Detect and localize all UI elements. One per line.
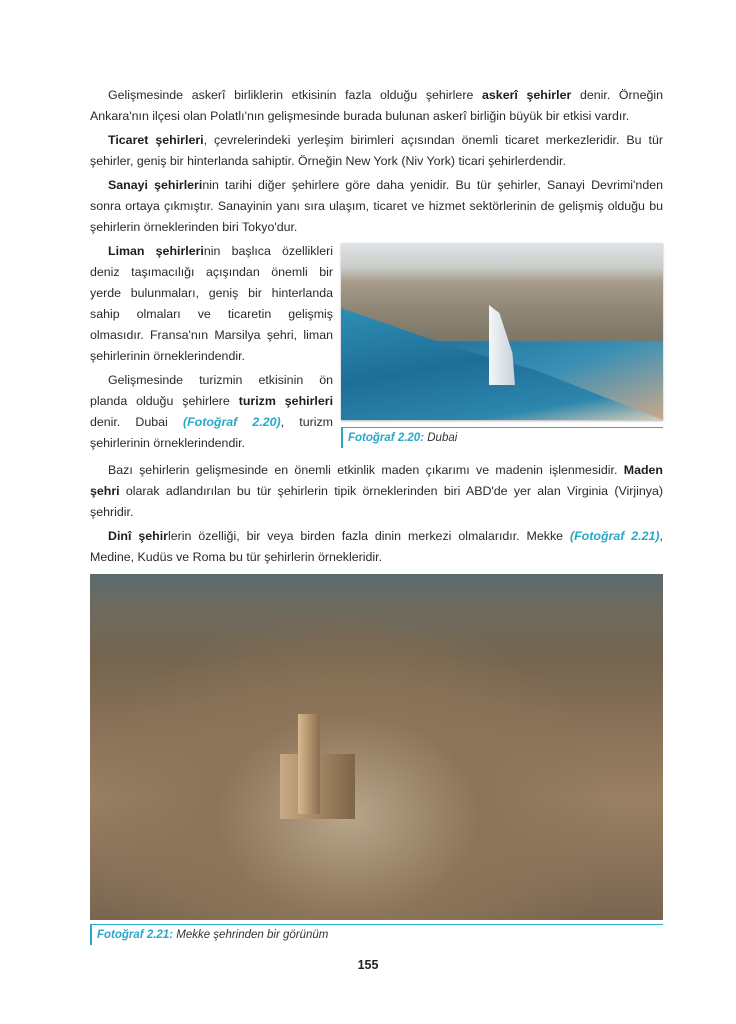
left-column xyxy=(90,241,333,457)
term: Liman şehirleri xyxy=(108,244,204,258)
term: Sanayi şehirleri xyxy=(108,178,203,192)
text: olarak adlandırılan bu tür şehirlerin tipik örneklerinden biri ABD'de yer alan Virginia (Virjinya) şehridir. xyxy=(90,484,663,519)
term: Ticaret şehirleri xyxy=(108,133,204,147)
paragraph-dini xyxy=(90,526,663,568)
text: nin başlıca özellikleri deniz taşımacılığı açışından önemli bir yerde bulunmaları, geniş bir hinterlanda sahip olmaları ve ticaretin gelişmiş olmasıdır. Fransa'nın Marsilya şehri, liman şehirlerinin örneklerindendir. xyxy=(90,244,333,363)
text: Gelişmesinde askerî birliklerin etkisinin fazla olduğu şehirlere xyxy=(108,88,483,102)
term: Dinî şehir xyxy=(108,529,168,543)
term: Maden şehri xyxy=(90,463,663,498)
text: denir. Dubai xyxy=(90,415,183,429)
paragraph-sanayi xyxy=(90,175,663,238)
paragraph-liman xyxy=(90,241,333,367)
page-number: 155 xyxy=(357,958,379,972)
term: askerî şehirler xyxy=(482,88,572,102)
caption-label: Fotoğraf 2.20: xyxy=(348,432,425,444)
term: turizm şehirleri xyxy=(238,394,334,408)
text: , çevrelerindeki yerleşim birimleri açısından önemli ticaret merkezleridir. Bu tür şehirler, geniş bir hinterlanda sahiptir. Örneğin New York (Niv York) ticari şehirlerdendir. xyxy=(90,133,663,168)
mekke-caption xyxy=(90,924,663,945)
paragraph-ticaret xyxy=(90,130,663,172)
text: Gelişmesinde turizmin etkisinin ön planda olduğu şehirlere xyxy=(90,373,333,408)
figure-reference: (Fotoğraf 2.20) xyxy=(182,415,281,429)
caption-label: Fotoğraf 2.21: xyxy=(97,929,174,941)
caption-text: Dubai xyxy=(424,432,458,444)
page-content xyxy=(90,85,663,945)
figure-reference: (Fotoğraf 2.21) xyxy=(569,529,660,543)
text-figure-row xyxy=(90,241,663,457)
text: , Medine, Kudüs ve Roma bu tür şehirlerin örnekleridir. xyxy=(90,529,663,564)
dubai-caption xyxy=(341,427,663,448)
paragraph-turizm xyxy=(90,370,333,454)
paragraph-askeri xyxy=(90,85,663,127)
text: lerin özelliği, bir veya birden fazla dinin merkezi olmalarıdır. Mekke xyxy=(167,529,570,543)
dubai-photo xyxy=(341,243,663,420)
text: denir. Örneğin Ankara'nın ilçesi olan Polatlı'nın gelişmesinde burada bulunan askerî birliğin büyük bir etkisi vardır. xyxy=(90,88,664,123)
mekke-photo xyxy=(90,574,663,920)
text: , turizm şehirlerinin örneklerindendir. xyxy=(90,415,333,450)
text: nin tarihi diğer şehirlere göre daha yenidir. Bu tür şehirler, Sanayi Devrimi'nden sonra ortaya çıkmıştır. Sanayinin yanı sıra ulaşım, ticaret ve hizmet sektörlerinin de gelişmiş olduğu bu şehirlerin örneklerinden biri Tokyo'dur. xyxy=(90,178,663,234)
text: Bazı şehirlerin gelişmesinde en önemli etkinlik maden çıkarımı ve madenin işlenmesidir. xyxy=(108,463,624,477)
paragraph-maden xyxy=(90,460,663,523)
dubai-figure xyxy=(341,243,663,448)
caption-text: Mekke şehrinden bir görünüm xyxy=(173,929,329,941)
